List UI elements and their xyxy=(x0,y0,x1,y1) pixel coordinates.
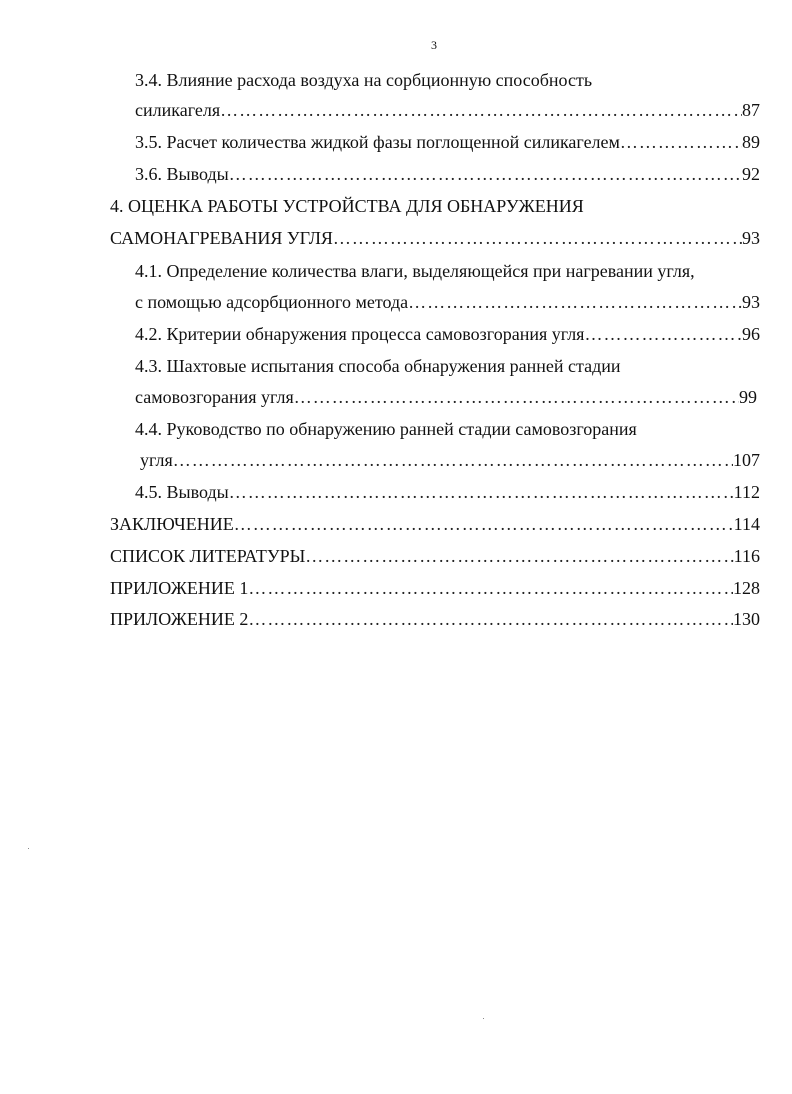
dot-leader xyxy=(620,126,742,158)
toc-entry-4-3-title-cont: самовозгорания угля xyxy=(135,387,294,407)
dot-leader xyxy=(173,444,733,476)
toc-entry-references-title: СПИСОК ЛИТЕРАТУРЫ xyxy=(110,546,306,566)
dot-leader xyxy=(220,94,742,126)
toc-entry-4-2-title: 4.2. Критерии обнаружения процесса самовозгорания угля xyxy=(135,324,585,344)
toc-entry-references[interactable] xyxy=(110,540,760,572)
toc-entry-3-6[interactable] xyxy=(135,158,760,190)
toc-entry-4-page: 93 xyxy=(742,228,760,248)
scan-speck xyxy=(28,848,29,849)
dot-leader xyxy=(234,508,734,540)
toc-entry-4-5[interactable] xyxy=(135,476,760,508)
toc-entry-4-1-page: 93 xyxy=(742,292,760,312)
dot-leader xyxy=(584,318,742,350)
dot-leader xyxy=(248,572,733,604)
dot-leader xyxy=(229,476,734,508)
toc-entry-3-6-page: 92 xyxy=(742,164,760,184)
dot-leader xyxy=(305,540,733,572)
scan-speck xyxy=(483,1018,484,1019)
toc-entry-3-6-title: 3.6. Выводы xyxy=(135,164,229,184)
toc-entry-appendix-2-title: ПРИЛОЖЕНИЕ 2 xyxy=(110,609,249,629)
toc-entry-conclusion-page: 114 xyxy=(733,514,760,534)
toc-entry-4-4-title-cont: угля xyxy=(140,450,173,470)
toc-entry-4-3[interactable] xyxy=(135,381,757,413)
toc-entry-4-4-title[interactable]: 4.4. Руководство по обнаружению ранней стадии самовозгорания xyxy=(135,419,637,439)
toc-entry-3-4-title[interactable]: 3.4. Влияние расхода воздуха на сорбционную способность xyxy=(135,70,593,90)
toc-entry-3-5-title: 3.5. Расчет количества жидкой фазы поглощенной силикагелем xyxy=(135,132,620,152)
dot-leader xyxy=(408,286,742,318)
toc-entry-4-2[interactable] xyxy=(135,318,760,350)
toc-entry-4-1-title-cont: с помощью адсорбционного метода xyxy=(135,292,409,312)
toc-entry-4-5-page: 112 xyxy=(733,482,760,502)
page-number: 3 xyxy=(431,38,437,52)
toc-entry-appendix-2-page: 130 xyxy=(733,609,760,629)
toc-entry-conclusion-title: ЗАКЛЮЧЕНИЕ xyxy=(110,514,234,534)
toc-entry-4-2-page: 96 xyxy=(742,324,760,344)
toc-entry-4-title-cont: САМОНАГРЕВАНИЯ УГЛЯ xyxy=(110,228,333,248)
toc-entry-appendix-1-title: ПРИЛОЖЕНИЕ 1 xyxy=(110,578,249,598)
toc-entry-conclusion[interactable] xyxy=(110,508,760,540)
toc-entry-4-3-page: 99 xyxy=(739,387,757,407)
toc-entry-appendix-2[interactable] xyxy=(110,603,760,635)
dot-leader xyxy=(333,222,742,254)
toc-entry-4-4-page: 107 xyxy=(733,450,760,470)
toc-entry-4-title[interactable]: 4. ОЦЕНКА РАБОТЫ УСТРОЙСТВА ДЛЯ ОБНАРУЖЕНИЯ xyxy=(110,196,584,216)
toc-entry-3-4-title-cont: силикагеля xyxy=(135,100,221,120)
toc-entry-3-5[interactable] xyxy=(135,126,760,158)
toc-entry-4-4[interactable] xyxy=(140,444,760,476)
toc-entry-3-4[interactable] xyxy=(135,94,760,126)
toc-entry-appendix-1-page: 128 xyxy=(733,578,760,598)
dot-leader xyxy=(248,603,733,635)
dot-leader xyxy=(229,158,742,190)
toc-entry-4-5-title: 4.5. Выводы xyxy=(135,482,229,502)
toc-entry-3-5-page: 89 xyxy=(742,132,760,152)
toc-entry-appendix-1[interactable] xyxy=(110,572,760,604)
toc-entry-4-1[interactable] xyxy=(135,286,760,318)
toc-entry-4-1-title[interactable]: 4.1. Определение количества влаги, выделяющейся при нагревании угля, xyxy=(135,261,695,281)
toc-entry-references-page: 116 xyxy=(733,546,760,566)
toc-entry-4[interactable] xyxy=(110,222,760,254)
toc-entry-3-4-page: 87 xyxy=(742,100,760,120)
toc-entry-4-3-title[interactable]: 4.3. Шахтовые испытания способа обнаружения ранней стадии xyxy=(135,356,621,376)
dot-leader xyxy=(294,381,739,413)
